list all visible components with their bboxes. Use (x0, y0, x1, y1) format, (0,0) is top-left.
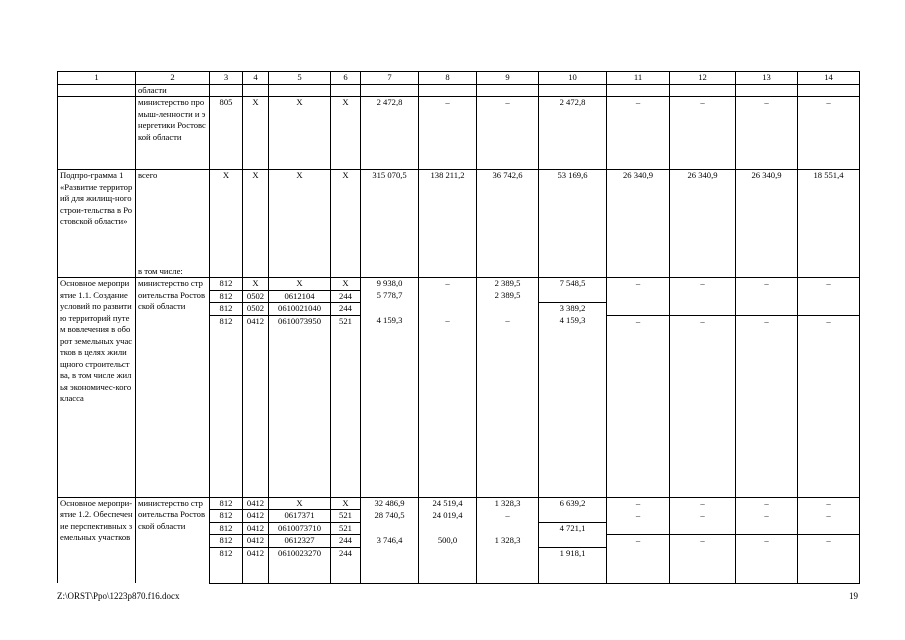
value-cell (419, 547, 477, 583)
program-name-cell (58, 84, 136, 97)
value-cell (607, 303, 670, 316)
table-row (58, 278, 860, 291)
value-cell: – (419, 315, 477, 497)
value-cell (670, 84, 736, 97)
table-row (58, 497, 860, 510)
col-header: 7 (361, 72, 419, 85)
value-cell (670, 522, 736, 535)
value-cell: 2 472,8 (539, 97, 607, 170)
value-cell: X (269, 278, 331, 291)
value-cell: 26 340,9 (670, 170, 736, 278)
value-cell: 18 551,4 (798, 170, 860, 278)
value-cell: – (798, 535, 860, 548)
value-cell: 5 778,7 (361, 290, 419, 303)
value-cell (419, 84, 477, 97)
value-cell: 812 (210, 303, 243, 316)
value-cell: 0617371 (269, 510, 331, 523)
value-cell: X (331, 97, 361, 170)
value-cell: 0412 (243, 510, 269, 523)
value-cell (419, 290, 477, 303)
value-cell: 0612327 (269, 535, 331, 548)
value-cell: 28 740,5 (361, 510, 419, 523)
value-cell: – (607, 315, 670, 497)
value-cell: 138 211,2 (419, 170, 477, 278)
value-cell (361, 303, 419, 316)
value-cell (607, 522, 670, 535)
value-cell: 812 (210, 510, 243, 523)
value-cell: 812 (210, 290, 243, 303)
value-cell (736, 84, 798, 97)
executor-text: министерство промыш-ленности и энергетики Ростовской области (138, 97, 206, 142)
value-cell: X (243, 170, 269, 278)
value-cell (477, 84, 539, 97)
value-cell: 7 548,5 (539, 278, 607, 291)
executor-text: всего (138, 170, 158, 180)
value-cell: 244 (331, 547, 361, 583)
value-cell: 4 721,1 (539, 522, 607, 535)
value-cell: 0610023270 (269, 547, 331, 583)
value-cell (477, 303, 539, 316)
value-cell: X (269, 170, 331, 278)
value-cell (607, 547, 670, 583)
value-cell: – (736, 510, 798, 523)
value-cell (210, 84, 243, 97)
value-cell: – (607, 497, 670, 510)
value-cell: 4 159,3 (361, 315, 419, 497)
value-cell: – (477, 315, 539, 497)
value-cell: X (269, 97, 331, 170)
value-cell: 3 389,2 (539, 303, 607, 316)
value-cell: 521 (331, 315, 361, 497)
value-cell: X (243, 97, 269, 170)
value-cell (798, 522, 860, 535)
value-cell: 2 472,8 (361, 97, 419, 170)
value-cell: 26 340,9 (736, 170, 798, 278)
value-cell (539, 535, 607, 548)
header-row (58, 72, 860, 85)
value-cell (736, 522, 798, 535)
value-cell: – (670, 497, 736, 510)
value-cell: X (210, 170, 243, 278)
file-path: Z:\ORST\Ppo\1223p870.f16.docx (57, 591, 180, 601)
value-cell: – (798, 510, 860, 523)
program-name-cell: Подпро-грамма 1 «Развитие территорий для жилищ-ного строи-тельства в Ростовской области» (58, 170, 136, 278)
value-cell: X (331, 497, 361, 510)
col-header: 12 (670, 72, 736, 85)
executor-cell: министерство строительства Ростовской области (136, 497, 210, 583)
page-number: 19 (849, 591, 858, 601)
value-cell: 2 389,5 (477, 290, 539, 303)
value-cell: 812 (210, 278, 243, 291)
value-cell: 4 159,3 (539, 315, 607, 497)
col-header: 1 (58, 72, 136, 85)
value-cell: 1 918,1 (539, 547, 607, 583)
value-cell: 0412 (243, 315, 269, 497)
value-cell: 500,0 (419, 535, 477, 548)
executor-subtext: в том числе: (138, 265, 183, 276)
value-cell: – (670, 315, 736, 497)
value-cell: 24 519,4 (419, 497, 477, 510)
value-cell: – (670, 97, 736, 170)
value-cell: 0412 (243, 497, 269, 510)
value-cell: – (419, 278, 477, 291)
value-cell (243, 84, 269, 97)
value-cell: X (269, 497, 331, 510)
col-header: 14 (798, 72, 860, 85)
col-header: 2 (136, 72, 210, 85)
value-cell: – (736, 278, 798, 291)
value-cell: 812 (210, 547, 243, 583)
value-cell: – (477, 510, 539, 523)
value-cell: 805 (210, 97, 243, 170)
value-cell (477, 547, 539, 583)
value-cell: 1 328,3 (477, 535, 539, 548)
value-cell: 812 (210, 315, 243, 497)
col-header: 10 (539, 72, 607, 85)
value-cell (539, 84, 607, 97)
value-cell: X (331, 278, 361, 291)
value-cell (670, 547, 736, 583)
value-cell: – (736, 97, 798, 170)
value-cell (736, 290, 798, 303)
value-cell: 53 169,6 (539, 170, 607, 278)
value-cell: X (331, 170, 361, 278)
value-cell (607, 84, 670, 97)
program-name-cell: Основное меропри-ятие 1.2. Обеспечение перспективных земельных участков (58, 497, 136, 583)
value-cell (361, 547, 419, 583)
value-cell: 315 070,5 (361, 170, 419, 278)
value-cell: – (798, 97, 860, 170)
col-header: 3 (210, 72, 243, 85)
value-cell: – (607, 535, 670, 548)
executor-cell (136, 170, 210, 278)
col-header: 11 (607, 72, 670, 85)
value-cell (539, 510, 607, 523)
value-cell: – (607, 97, 670, 170)
value-cell (670, 290, 736, 303)
value-cell: 0610073950 (269, 315, 331, 497)
executor-text: области (138, 84, 167, 95)
value-cell (736, 303, 798, 316)
executor-cell: министерство строительства Ростовской области (136, 278, 210, 498)
table-row (58, 170, 860, 278)
value-cell: 0502 (243, 290, 269, 303)
col-header: 8 (419, 72, 477, 85)
value-cell: 2 389,5 (477, 278, 539, 291)
value-cell: 0412 (243, 522, 269, 535)
value-cell: 0610073710 (269, 522, 331, 535)
value-cell: 26 340,9 (607, 170, 670, 278)
value-cell: – (798, 315, 860, 497)
value-cell: 244 (331, 303, 361, 316)
executor-cell (136, 84, 210, 97)
col-header: 9 (477, 72, 539, 85)
value-cell: – (670, 535, 736, 548)
value-cell: 812 (210, 497, 243, 510)
value-cell: 1 328,3 (477, 497, 539, 510)
value-cell: 3 746,4 (361, 535, 419, 548)
value-cell: 812 (210, 522, 243, 535)
value-cell: – (736, 535, 798, 548)
value-cell (269, 84, 331, 97)
col-header: 4 (243, 72, 269, 85)
value-cell: 812 (210, 535, 243, 548)
value-cell: – (670, 278, 736, 291)
value-cell: 244 (331, 535, 361, 548)
value-cell (798, 290, 860, 303)
executor-cell (136, 97, 210, 170)
table-row (58, 97, 860, 170)
value-cell: 6 639,2 (539, 497, 607, 510)
value-cell (331, 84, 361, 97)
value-cell: – (477, 97, 539, 170)
value-cell: – (670, 510, 736, 523)
value-cell (798, 303, 860, 316)
value-cell (736, 547, 798, 583)
value-cell (670, 303, 736, 316)
value-cell: X (243, 278, 269, 291)
table-row (58, 84, 860, 97)
value-cell: 24 019,4 (419, 510, 477, 523)
value-cell: 521 (331, 522, 361, 535)
value-cell (539, 290, 607, 303)
value-cell: 9 938,0 (361, 278, 419, 291)
value-cell (798, 84, 860, 97)
value-cell: 36 742,6 (477, 170, 539, 278)
program-name-cell: Основное мероприятие 1.1. Создание условий по развитию территорий путем вовлечения в оборот земельных участков в целях жилищного строительства, в том числе жилья экономичес-кого класса (58, 278, 136, 498)
value-cell (419, 303, 477, 316)
value-cell: 0612104 (269, 290, 331, 303)
value-cell (361, 84, 419, 97)
value-cell: – (798, 278, 860, 291)
value-cell (477, 522, 539, 535)
value-cell: – (607, 278, 670, 291)
program-name-cell (58, 97, 136, 170)
value-cell: 0412 (243, 535, 269, 548)
budget-table (57, 71, 860, 584)
value-cell: 521 (331, 510, 361, 523)
value-cell: 0610021040 (269, 303, 331, 316)
value-cell: – (798, 497, 860, 510)
col-header: 13 (736, 72, 798, 85)
value-cell (419, 522, 477, 535)
value-cell: – (607, 510, 670, 523)
col-header: 5 (269, 72, 331, 85)
table-body (58, 72, 860, 584)
value-cell (798, 547, 860, 583)
value-cell: – (736, 315, 798, 497)
value-cell: 244 (331, 290, 361, 303)
value-cell (361, 522, 419, 535)
value-cell: 0412 (243, 547, 269, 583)
value-cell: 32 486,9 (361, 497, 419, 510)
col-header: 6 (331, 72, 361, 85)
value-cell: – (736, 497, 798, 510)
value-cell: – (419, 97, 477, 170)
value-cell: 0502 (243, 303, 269, 316)
value-cell (607, 290, 670, 303)
